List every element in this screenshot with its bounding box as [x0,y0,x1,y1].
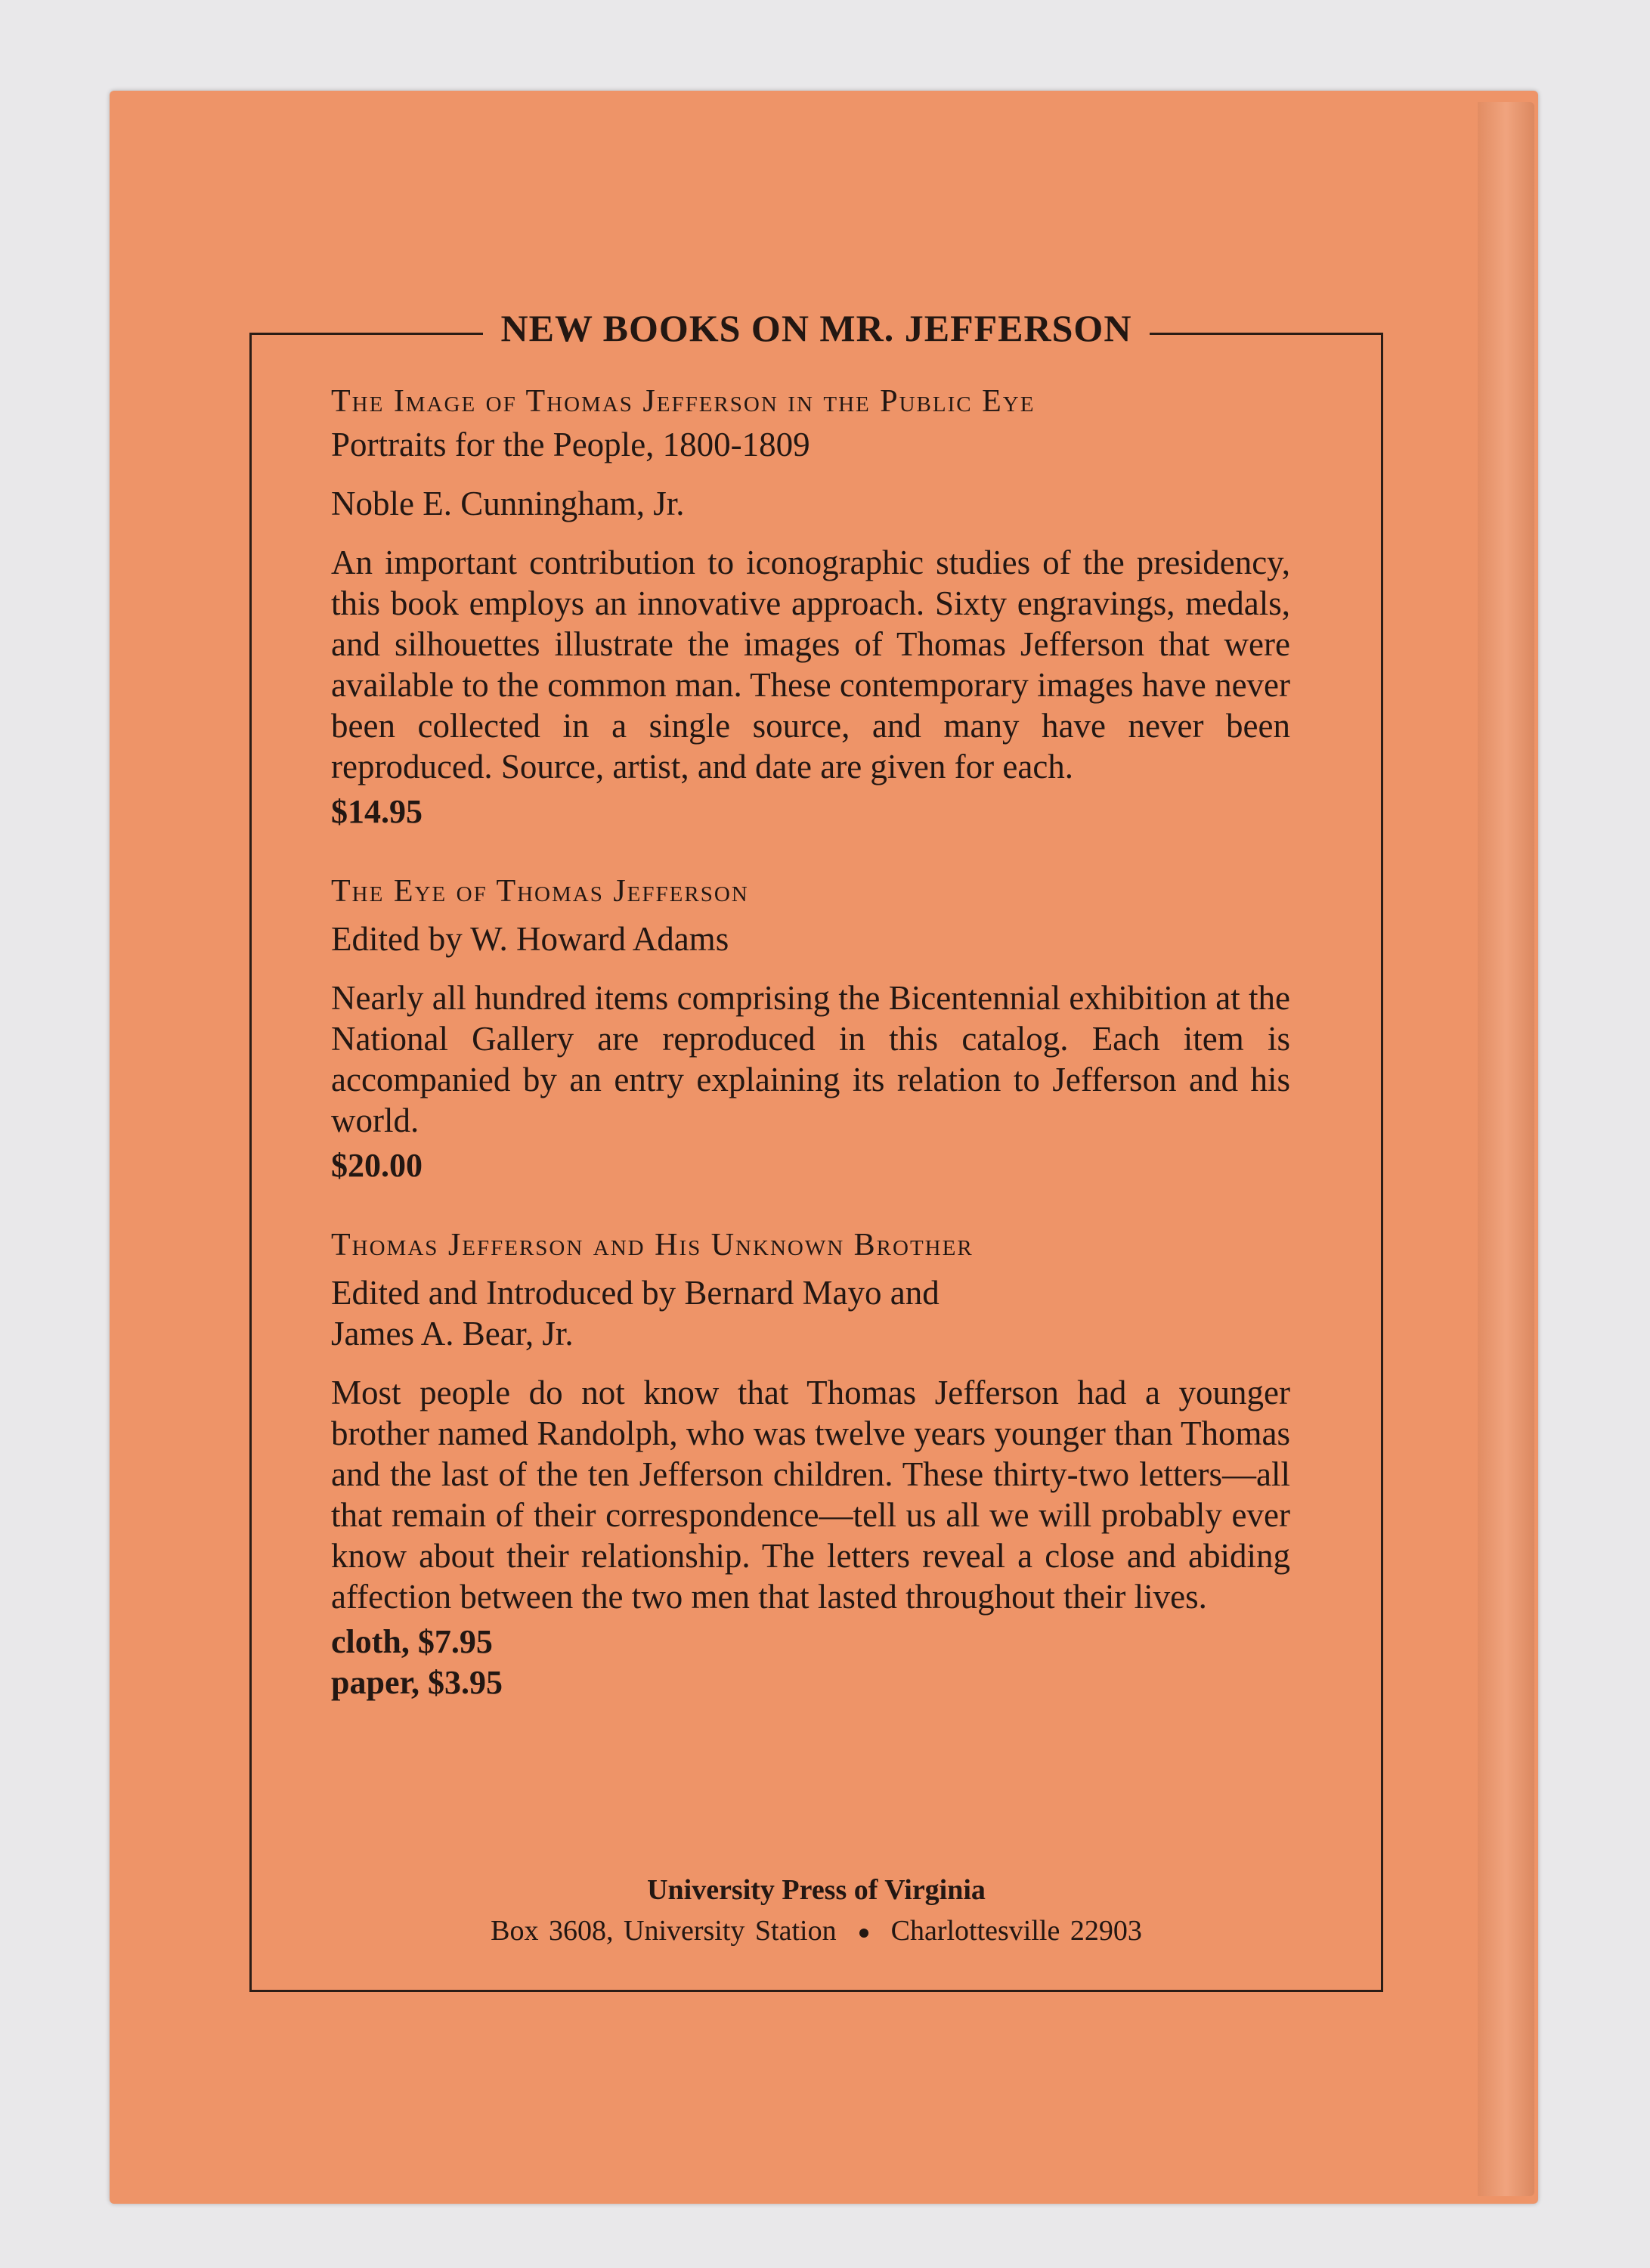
book-entry-1 [331,380,1290,832]
publisher-name: University Press of Virginia [647,1874,986,1906]
publisher-block [252,1870,1381,1951]
book-author-line-1: Edited and Introduced by Bernard Mayo and [331,1274,940,1312]
cover-edge [1478,102,1534,2196]
publisher-address [252,1910,1381,1951]
book-price: $14.95 [331,793,423,830]
book-description: Nearly all hundred items comprising the Bicentennial exhibition at the National Gallery are reproduced in this catalog. Each item is accompanied by an entry explaining its relation to Jefferson and his world. [331,979,1290,1139]
book-entry-2 [331,870,1290,1186]
publisher-address-right: Charlottesville 22903 [890,1915,1142,1947]
section-header [252,306,1381,350]
book-price-cloth: cloth, $7.95 [331,1623,493,1660]
book-author-line-2: James A. Bear, Jr. [331,1315,574,1352]
book-title: Thomas Jefferson and His Unknown Brother [331,1228,974,1263]
book-description: Most people do not know that Thomas Jefferson had a younger brother named Randolph, who was twelve years younger than Thomas and the last of the ten Jefferson children. These thirty-two letters—all that remain of their correspondence—tell us all we will probably ever know about their relationship. The letters reveal a close and abiding affection between the two men that lasted throughout their lives. [331,1374,1290,1616]
book-price-paper: paper, $3.95 [331,1664,503,1701]
book-entry-3 [331,1224,1290,1703]
book-description: An important contribution to iconographic studies of the presidency, this book employs an innovative approach. Sixty engravings, medals, and silhouettes illustrate the images of Thomas Jefferson that were available to the common man. These contemporary images have never been collected in a single source, and many have never been reproduced. Source, artist, and date are given for each. [331,544,1290,785]
book-list [331,380,1290,1741]
header-title: NEW BOOKS ON MR. JEFFERSON [483,307,1150,349]
listing-frame [249,307,1383,1992]
book-subtitle: Portraits for the People, 1800-1809 [331,426,810,463]
book-price: $20.00 [331,1147,423,1184]
book-title: The Eye of Thomas Jefferson [331,874,749,909]
book-author: Edited by W. Howard Adams [331,920,729,958]
book-title: The Image of Thomas Jefferson in the Public Eye [331,384,1036,419]
bullet-icon [859,1929,868,1938]
book-author: Noble E. Cunningham, Jr. [331,485,685,522]
publisher-address-left: Box 3608, University Station [491,1915,837,1947]
